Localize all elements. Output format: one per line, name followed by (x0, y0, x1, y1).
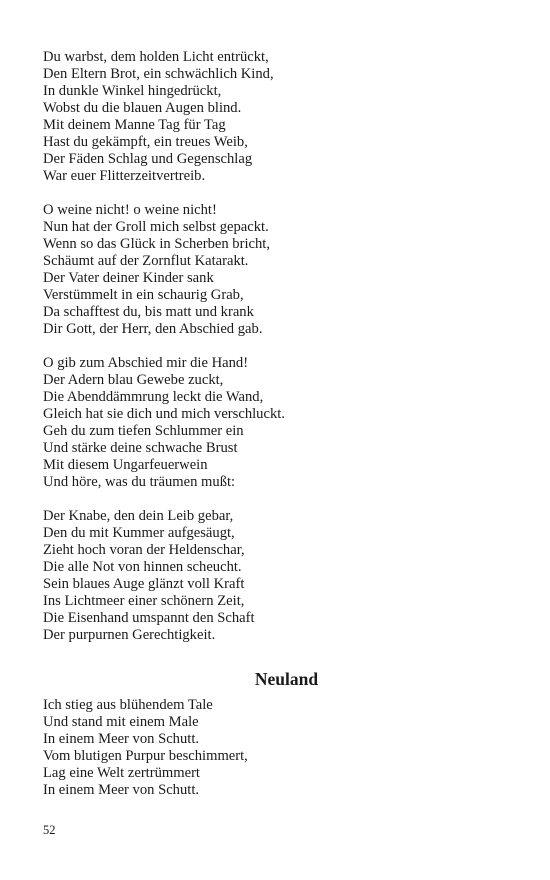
verse-line: Schäumt auf der Zornflut Katarakt. (43, 253, 249, 269)
verse-line: Zieht hoch voran der Heldenschar, (43, 542, 245, 558)
verse-line: Lag eine Welt zertrümmert (43, 765, 200, 781)
verse-line: Da schafftest du, bis matt und krank (43, 304, 254, 320)
verse-line: Wobst du die blauen Augen blind. (43, 100, 242, 116)
verse-line: Gleich hat sie dich und mich verschluckt. (43, 406, 285, 422)
verse-line: Geh du zum tiefen Schlummer ein (43, 423, 244, 439)
page-number: 52 (43, 823, 56, 837)
verse-line: In einem Meer von Schutt. (43, 782, 200, 798)
verse-line: Mit diesem Ungarfeuerwein (43, 457, 208, 473)
verse-line: War euer Flitterzeitvertreib. (43, 168, 206, 184)
stanza-3 (43, 355, 513, 491)
verse-line: Der purpurnen Gerechtigkeit. (43, 627, 216, 643)
verse-line: Mit deinem Manne Tag für Tag (43, 117, 226, 133)
stanza-2 (43, 202, 513, 338)
verse-line: Du warbst, dem holden Licht entrückt, (43, 49, 269, 65)
verse-line: Und stärke deine schwache Brust (43, 440, 238, 456)
verse-line: Den Eltern Brot, ein schwächlich Kind, (43, 66, 274, 82)
verse-line: Den du mit Kummer aufgesäugt, (43, 525, 235, 541)
verse-line: Vom blutigen Purpur beschimmert, (43, 748, 248, 764)
verse-line: Dir Gott, der Herr, den Abschied gab. (43, 321, 263, 337)
verse-line: Wenn so das Glück in Scherben bricht, (43, 236, 271, 252)
verse-line: O weine nicht! o weine nicht! (43, 202, 217, 218)
verse-line: Hast du gekämpft, ein treues Weib, (43, 134, 248, 150)
poem-title: Neuland (254, 669, 319, 689)
verse-line: In einem Meer von Schutt. (43, 731, 200, 747)
verse-line: Die Eisenhand umspannt den Schaft (43, 610, 255, 626)
verse-line: In dunkle Winkel hingedrückt, (43, 83, 222, 99)
verse-line: Ins Lichtmeer einer schönern Zeit, (43, 593, 245, 609)
verse-line: Die Abenddämmrung leckt die Wand, (43, 389, 264, 405)
stanza-1 (43, 49, 513, 185)
stanza-neuland-1 (43, 697, 513, 799)
verse-line: Nun hat der Groll mich selbst gepackt. (43, 219, 269, 235)
verse-line: O gib zum Abschied mir die Hand! (43, 355, 249, 371)
poem-text (43, 49, 513, 816)
verse-line: Die alle Not von hinnen scheucht. (43, 559, 242, 575)
verse-line: Der Fäden Schlag und Gegenschlag (43, 151, 253, 167)
verse-line: Und höre, was du träumen mußt: (43, 474, 236, 490)
verse-line: Der Knabe, den dein Leib gebar, (43, 508, 234, 524)
verse-line: Der Adern blau Gewebe zuckt, (43, 372, 224, 388)
title-spacer (43, 661, 513, 668)
verse-line: Verstümmelt in ein schaurig Grab, (43, 287, 244, 303)
verse-line: Und stand mit einem Male (43, 714, 199, 730)
verse-line: Ich stieg aus blühendem Tale (43, 697, 213, 713)
stanza-4 (43, 508, 513, 644)
verse-line: Sein blaues Auge glänzt voll Kraft (43, 576, 245, 592)
verse-line: Der Vater deiner Kinder sank (43, 270, 214, 286)
